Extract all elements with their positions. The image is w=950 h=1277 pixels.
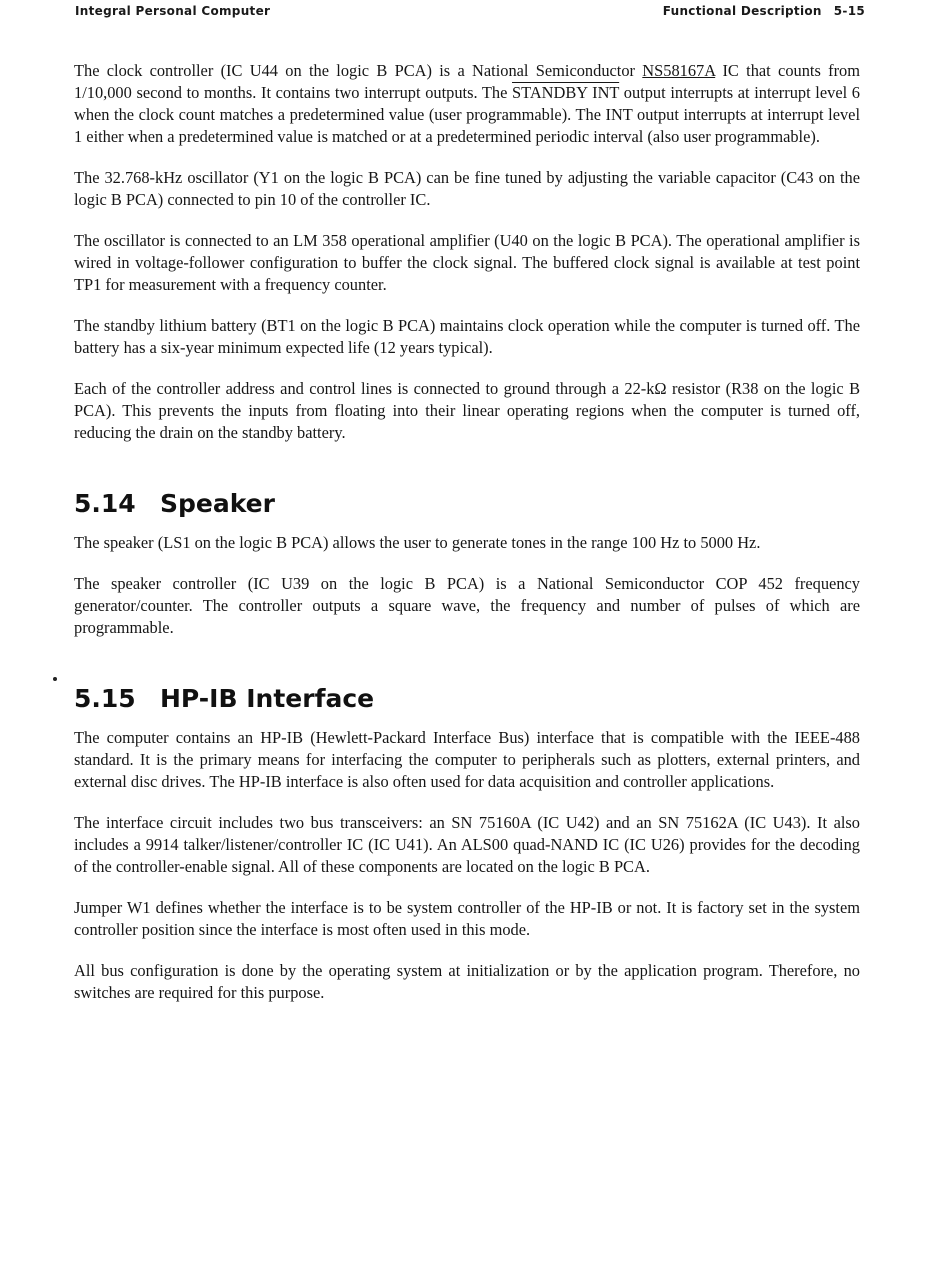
header-chapter-title: Functional Description [662, 4, 822, 18]
section-number: 5.14 [74, 489, 136, 518]
scan-speck [53, 677, 57, 681]
section-heading-speaker [74, 489, 860, 519]
clock-paragraph-4: The standby lithium battery (BT1 on the logic B PCA) maintains clock operation while the computer is turned off. The battery has a six-year minimum expected life (12 years typical). [74, 316, 860, 357]
signal-name: STANDBY INT [512, 83, 620, 102]
chip-part-number: NS58167A [642, 61, 716, 80]
clock-paragraph-1 [74, 60, 860, 148]
hpib-paragraph-3: Jumper W1 defines whether the interface is to be system controller of the HP-IB or not. It is factory set in the system controller position since the interface is most often used in this mode. [74, 898, 860, 939]
section-title: HP-IB Interface [160, 684, 375, 713]
text-run: output interrupts at interrupt level 6 when the clock count matches a predetermined value (user programmable). The INT output interrupts at interrupt level 1 either when a predetermined value is matched or at a predetermined periodic interval (also user programmable). [74, 83, 860, 146]
running-header [75, 4, 865, 24]
clock-paragraph-3: The oscillator is connected to an LM 358 operational amplifier (U40 on the logic B PCA). The operational amplifier is wired in voltage-follower configuration to buffer the clock signal. The buffered clock signal is available at test point TP1 for measurement with a frequency counter. [74, 231, 860, 294]
section-title: Speaker [160, 489, 275, 518]
section-number: 5.15 [74, 684, 136, 713]
hpib-paragraph-1: The computer contains an HP-IB (Hewlett-Packard Interface Bus) interface that is compatible with the IEEE-488 standard. It is the primary means for interfacing the computer to peripherals such as plotters, external printers, and external disc drives. The HP-IB interface is also often used for data acquisition and controller applications. [74, 728, 860, 791]
page-body [74, 60, 860, 1023]
section-heading-hpib [74, 684, 860, 714]
page-number: 5-15 [833, 4, 865, 18]
clock-paragraph-2: The 32.768-kHz oscillator (Y1 on the logic B PCA) can be fine tuned by adjusting the variable capacitor (C43 on the logic B PCA) connected to pin 10 of the controller IC. [74, 168, 860, 209]
hpib-paragraph-2: The interface circuit includes two bus transceivers: an SN 75160A (IC U42) and an SN 75162A (IC U43). It also includes a 9914 talker/listener/controller IC (IC U41). An ALS00 quad-NAND IC (IC U26) provides for the decoding of the controller-enable signal. All of these components are located on the logic B PCA. [74, 813, 860, 876]
speaker-paragraph-1: The speaker (LS1 on the logic B PCA) allows the user to generate tones in the range 100 Hz to 5000 Hz. [74, 533, 761, 552]
hpib-paragraph-4: All bus configuration is done by the operating system at initialization or by the application program. Therefore, no switches are required for this purpose. [74, 961, 860, 1002]
text-run: IC that counts from 1/10,000 second to months. It contains two interrupt outputs. The [74, 61, 860, 102]
clock-paragraph-5: Each of the controller address and control lines is connected to ground through a 22-kΩ resistor (R38 on the logic B PCA). This prevents the inputs from floating into their linear operating regions when the computer is turned off, reducing the drain on the standby battery. [74, 379, 860, 442]
text-run: The clock controller (IC U44 on the logic B PCA) is a National Semiconductor [74, 61, 643, 80]
speaker-paragraph-2: The speaker controller (IC U39 on the logic B PCA) is a National Semiconductor COP 452 frequency generator/counter. The controller outputs a square wave, the frequency and number of pulses of which are programmable. [74, 574, 860, 637]
header-chapter [663, 4, 865, 18]
header-book-title: Integral Personal Computer [75, 4, 271, 18]
